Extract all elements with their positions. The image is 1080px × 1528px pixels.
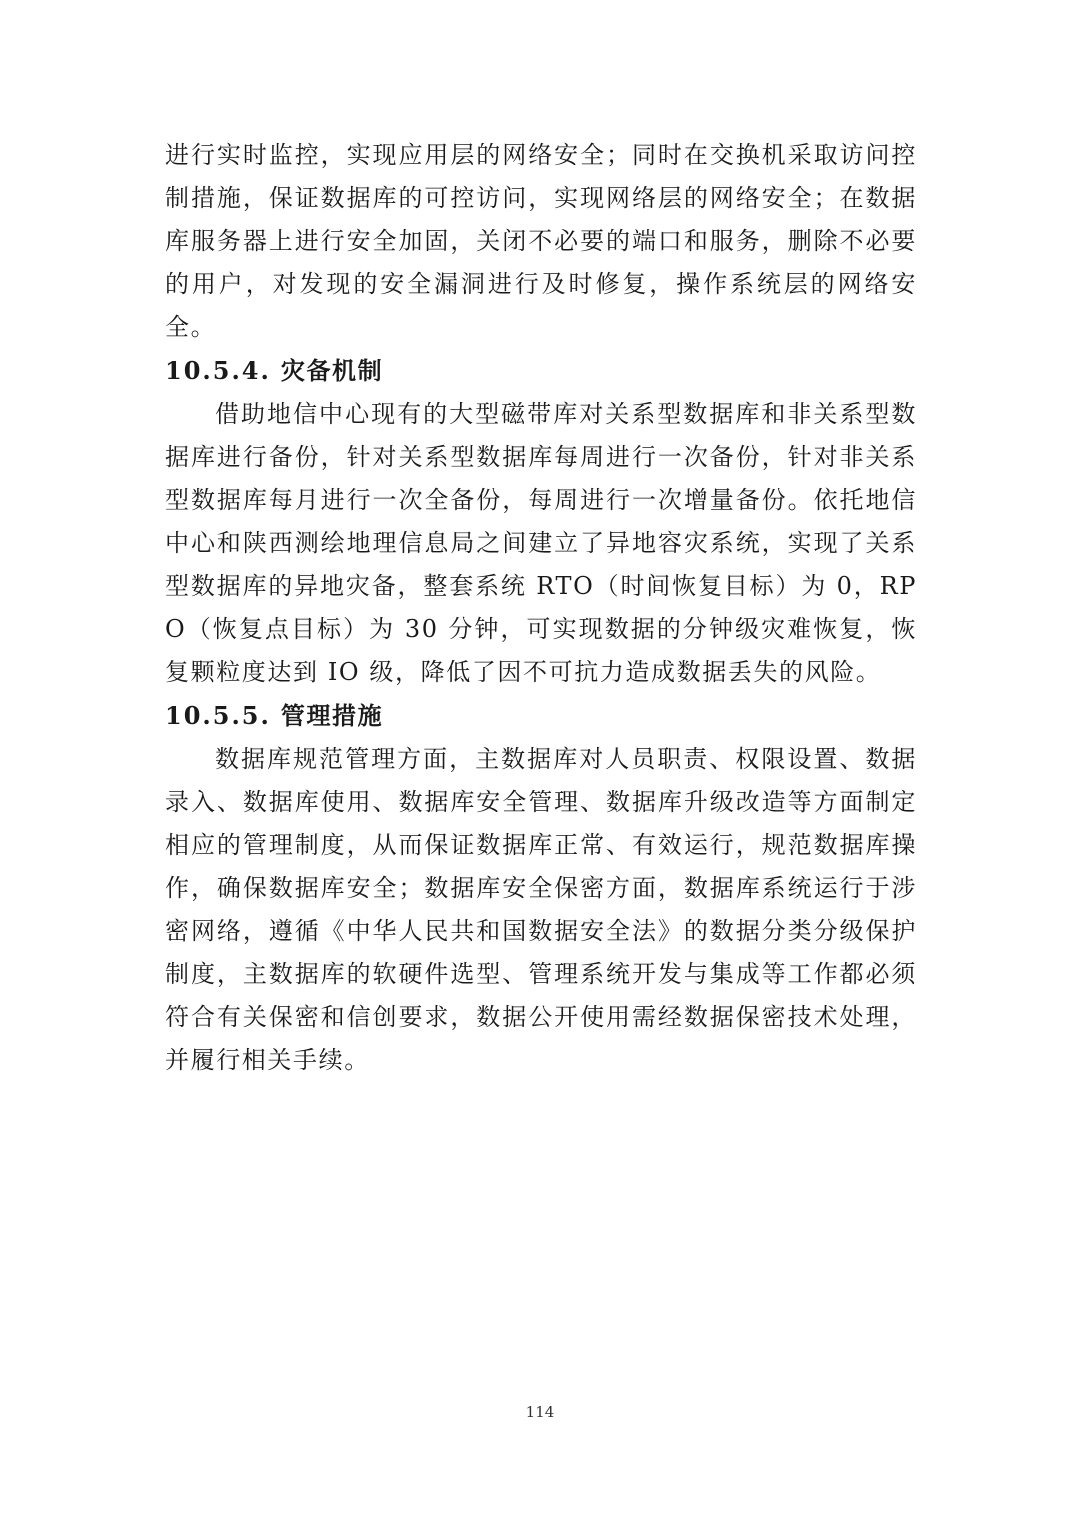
section-title: 管理措施 (280, 702, 384, 730)
section-number: 10.5.4. (165, 356, 271, 385)
paragraph-management-measures: 数据库规范管理方面，主数据库对人员职责、权限设置、数据录入、数据库使用、数据库安全管理、数据库升级改造等方面制定相应的管理制度，从而保证数据库正常、有效运行，规范数据库操作，确保数据库安全；数据库安全保密方面，数据库系统运行于涉密网络，遵循《中华人民共和国数据安全法》的数据分类分级保护制度，主数据库的软硬件选型、管理系统开发与集成等工作都必须符合有关保密和信创要求，数据公开使用需经数据保密技术处理，并履行相关手续。 (165, 745, 917, 1074)
paragraph-network-security: 进行实时监控，实现应用层的网络安全；同时在交换机采取访问控制措施，保证数据库的可控访问，实现网络层的网络安全；在数据库服务器上进行安全加固，关闭不必要的端口和服务，删除不必要的用户，对发现的安全漏洞进行及时修复，操作系统层的网络安全。 (165, 141, 917, 341)
section-heading-disaster-recovery (165, 349, 917, 393)
page-number: 114 (525, 1403, 555, 1421)
section-number: 10.5.5. (165, 701, 271, 730)
section-title: 灾备机制 (280, 357, 384, 385)
section-heading-management-measures (165, 694, 917, 738)
document-body (165, 134, 917, 1082)
paragraph-disaster-recovery: 借助地信中心现有的大型磁带库对关系型数据库和非关系型数据库进行备份，针对关系型数据库每周进行一次备份，针对非关系型数据库每月进行一次全备份，每周进行一次增量备份。依托地信中心和陕西测绘地理信息局之间建立了异地容灾系统，实现了关系型数据库的异地灾备，整套系统 RTO（时间恢复目标）为 0，RPO（恢复点目标）为 30 分钟，可实现数据的分钟级灾难恢复，恢复颗粒度达到 IO 级，降低了因不可抗力造成数据丢失的风险。 (165, 400, 917, 686)
